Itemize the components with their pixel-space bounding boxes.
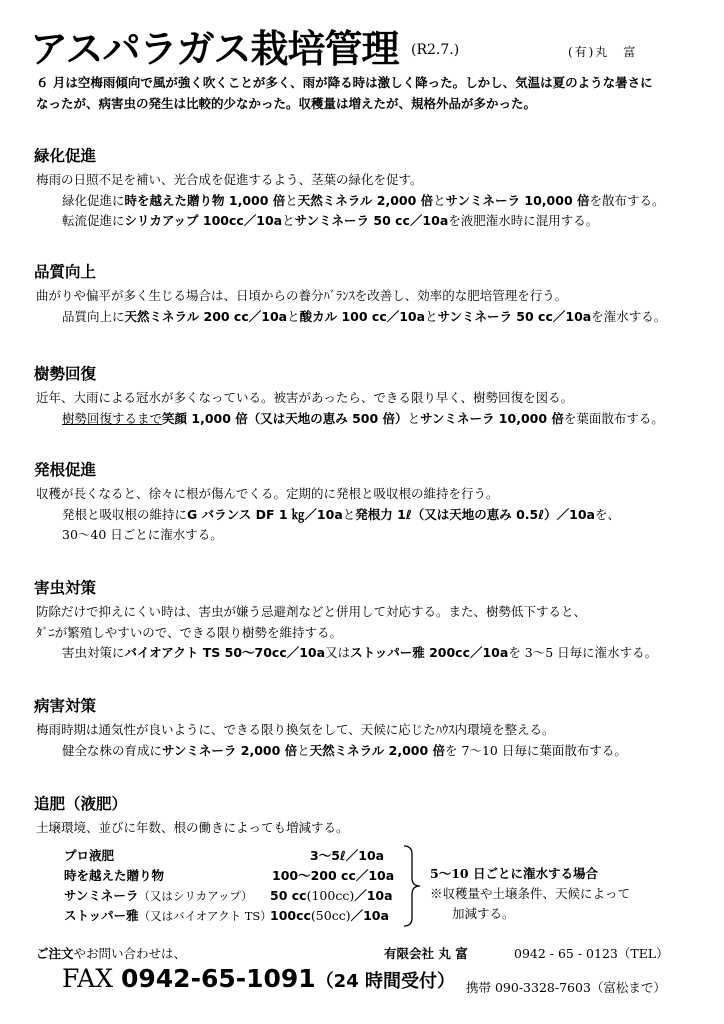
section-line: 収穫が長くなると、徐々に根が傷んでくる。定期的に発根と吸収根の維持を行う。 (36, 486, 499, 501)
section-line: 健全な株の育成にサンミネーラ 2,000 倍と天然ミネラル 2,000 倍を 7～10 日毎に葉面散布する。 (62, 742, 627, 758)
fertilizer-name: プロ液肥 (64, 848, 115, 863)
section-line: 樹勢回復するまで笑顔 1,000 倍（又は天地の恵み 500 倍）とサンミネーラ 10,000 倍を葉面散布する。 (62, 410, 664, 426)
interval-note: 5～10 日ごとに潅水する場合 (430, 866, 598, 881)
section-greening (34, 142, 704, 232)
section-line: 緑化促進に時を越えた贈り物 1,000 倍と天然ミネラル 2,000 倍とサンミネーラ 10,000 倍を散布する。 (62, 192, 665, 208)
section-disease (34, 692, 704, 761)
mobile-number: 携帯 090-3328-7603（富松まで） (466, 980, 666, 995)
section-line: 防除だけで抑えにくい時は、害虫が嫌う忌避剤などと併用して対応する。また、樹勢低下すると、 (36, 604, 587, 619)
section-line: 近年、大雨による冠水が多くなっている。被害があったら、できる限り早く、樹勢回復を図る。 (36, 390, 574, 405)
brace-icon (400, 844, 422, 928)
section-line: 30～40 日ごとに潅水する。 (62, 527, 223, 542)
product-name: サンミネーラ 10,000 倍 (445, 192, 590, 208)
intro-line: なったが、病害虫の発生は比較的少なかった。収穫量は増えたが、規格外品が多かった。 (36, 96, 537, 111)
section-line: 梅雨の日照不足を補い、光合成を促進するよう、茎葉の緑化を促す。 (36, 172, 423, 187)
company-name-header: (有)丸 富 (568, 45, 638, 59)
intro-paragraph (36, 72, 706, 114)
section-title: 病害対策 (34, 697, 97, 715)
section-title: 樹勢回復 (34, 365, 97, 383)
section-rooting (34, 456, 704, 546)
product-name: ストッパー雅 200cc／10a (350, 645, 509, 660)
section-vigor (34, 360, 704, 429)
product-name: サンミネーラ 50 cc／10a (437, 308, 592, 324)
fertilizer-rate: 100cc(50cc)／10a (270, 908, 389, 923)
product-name: 天然ミネラル 2,000 倍 (309, 742, 446, 758)
product-name: サンミネーラ 10,000 倍 (420, 410, 564, 426)
section-title: 追肥（液肥） (34, 795, 128, 813)
fertilizer-rate: 100～200 cc／10a (272, 868, 395, 883)
product-name: サンミネーラ 2,000 倍 (162, 742, 298, 758)
section-title: 品質向上 (34, 263, 97, 281)
product-name: 天然ミネラル 2,000 倍 (297, 192, 434, 208)
company-name-footer: 有限会社 丸 富 (384, 946, 468, 961)
section-title: 害虫対策 (34, 579, 97, 597)
product-name: 発根力 1ℓ（又は天地の恵み 0.5ℓ）／10a (355, 506, 595, 522)
section-topdress (34, 790, 704, 839)
section-line: 品質向上に天然ミネラル 200 cc／10aと酸カル 100 cc／10aとサンミネーラ 50 cc／10aを潅水する。 (62, 308, 667, 324)
contact-prompt: ご注文やお問い合わせは、 (36, 946, 187, 961)
section-quality (34, 258, 704, 327)
section-title: 発根促進 (34, 461, 97, 479)
intro-line: ６ 月は空梅雨傾向で風が強く吹くことが多く、雨が降る時は激しく降った。しかし、気温は夏のような暑さに (36, 75, 653, 90)
telephone-number: 0942 - 65 - 0123（TEL） (514, 946, 669, 961)
section-line: 曲がりや偏平が多く生じる場合は、日頃からの養分ﾊﾞﾗﾝｽを改善し、効率的な肥培管理を行う。 (36, 288, 568, 303)
product-name: バイオアクト TS 50～70cc／10a (124, 645, 326, 660)
product-name: G バランス DF 1 ㎏／10a (187, 506, 343, 522)
product-name: 時を越えた贈り物 1,000 倍 (124, 192, 286, 208)
section-line: 転流促進にシリカアップ 100cc／10aとサンミネーラ 50 cc／10aを液肥潅水時に混用する。 (62, 213, 599, 228)
fertilizer-name: 時を越えた贈り物 (64, 868, 165, 883)
product-name: 天然ミネラル 200 cc／10a (124, 308, 288, 324)
fax-line: FAX 0942-65-1091（24 時間受付） (62, 964, 456, 993)
remark-line: 加減する。 (452, 906, 515, 921)
product-name: 酸カル 100 cc／10a (299, 308, 426, 324)
remark-line: ※収穫量や土壌条件、天候によって (430, 886, 631, 901)
section-pest (34, 574, 704, 664)
section-line: 発根と吸収根の維持にG バランス DF 1 ㎏／10aと発根力 1ℓ（又は天地の恵み 0.5ℓ）／10aを、 (62, 506, 620, 522)
section-line: 土壌環境、並びに年数、根の働きによっても増減する。 (36, 820, 349, 835)
page-title: アスパラガス栽培管理 (30, 27, 399, 71)
fertilizer-rate: 3～5ℓ／10a (310, 848, 385, 863)
issue-date: (R2.7.) (411, 42, 460, 58)
section-title: 緑化促進 (34, 147, 97, 165)
section-line: 害虫対策にバイオアクト TS 50～70cc／10a又はストッパー雅 200cc／10aを 3～5 日毎に潅水する。 (62, 645, 658, 660)
fertilizer-rate: 50 cc(100cc)／10a (270, 888, 393, 903)
product-name: シリカアップ 100cc／10a (124, 213, 283, 228)
section-line: 梅雨時期は通気性が良いように、できる限り換気をして、天候に応じたﾊｳｽ内環境を整える。 (36, 722, 555, 737)
product-name: サンミネーラ 50 cc／10a (294, 213, 449, 228)
section-line: ﾀﾞﾆが繁殖しやすいので、できる限り樹勢を維持する。 (36, 624, 343, 640)
fertilizer-name: ストッパー雅（又はバイオアクト TS） (64, 908, 272, 923)
product-name: 笑顔 1,000 倍（又は天地の恵み 500 倍） (162, 410, 408, 426)
fertilizer-name: サンミネーラ（又はシリカアップ） (64, 888, 253, 903)
fax-number: 0942-65-1091 (120, 964, 316, 993)
